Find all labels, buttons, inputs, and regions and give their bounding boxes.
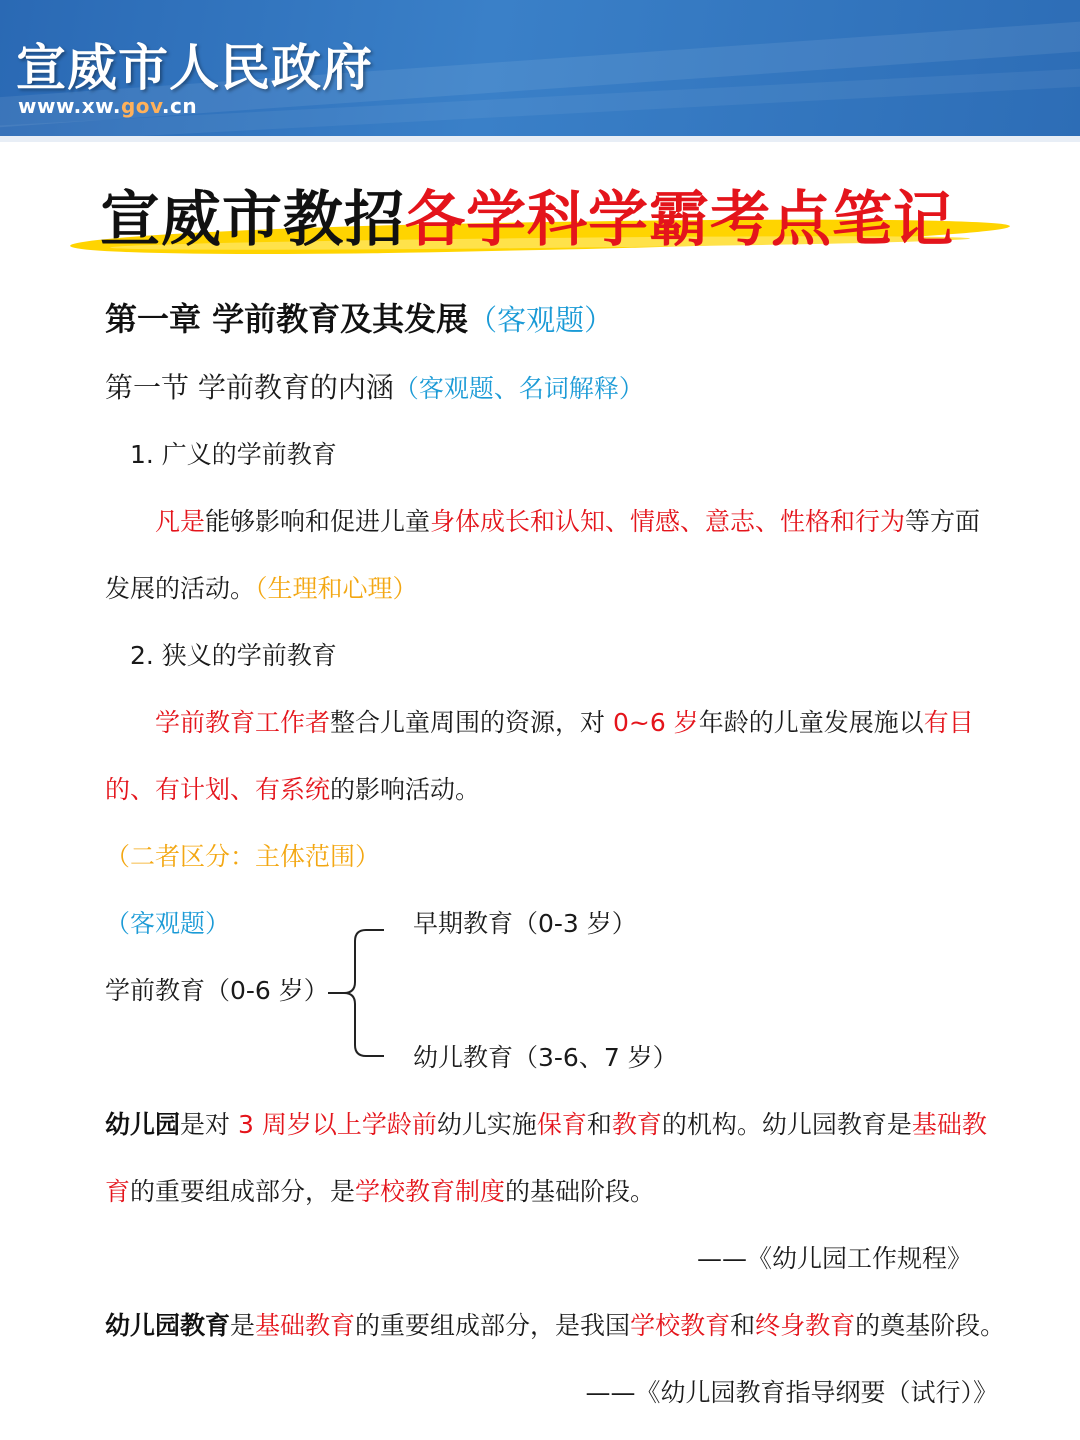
item2-definition-line1 xyxy=(155,706,974,740)
chapter-title: 第一章 学前教育及其发展 xyxy=(105,300,469,338)
item1-text-5: 发展的活动。 xyxy=(105,574,256,603)
kg-text-12: 学校教育制度 xyxy=(355,1177,506,1206)
kge-text-1: 幼儿园教育 xyxy=(105,1311,231,1340)
headline xyxy=(100,172,954,262)
site-url-prefix: www.xw. xyxy=(18,94,121,118)
item1-note: （生理和心理） xyxy=(255,574,418,603)
item1-heading: 1. 广义的学前教育 xyxy=(130,440,337,469)
kg-text-2: 是对 xyxy=(180,1110,231,1139)
kindergarten-line2 xyxy=(105,1175,655,1209)
item1-text-3: 身体成长和认知、情感、意志、性格和行为 xyxy=(430,507,906,536)
item1-text-2: 能够影响和促进儿童 xyxy=(205,507,431,536)
site-url xyxy=(18,94,197,118)
item1-text-4: 等方面 xyxy=(905,507,981,536)
site-url-suffix: .cn xyxy=(161,94,198,118)
kindergarten-source: ——《幼儿园工作规程》 xyxy=(696,1244,972,1273)
item2-text-7: 的影响活动。 xyxy=(330,775,481,804)
item2-text-5: 有目 xyxy=(923,708,974,737)
item1-definition-line1 xyxy=(155,505,980,539)
kg-text-13: 的基础阶段。 xyxy=(505,1177,656,1206)
kge-text-5: 学校教育 xyxy=(630,1311,731,1340)
curly-brace-icon xyxy=(322,926,392,1060)
section-heading xyxy=(105,371,644,406)
site-url-gov: gov xyxy=(120,94,162,118)
chapter-heading xyxy=(105,302,613,337)
site-title: 宣威市人民政府 xyxy=(16,39,373,97)
kg-text-3: 3 周岁以上学龄前 xyxy=(230,1110,437,1139)
kge-text-4: 的重要组成部分，是我国 xyxy=(355,1311,631,1340)
item2-text-4: 年龄的儿童发展施以 xyxy=(698,708,924,737)
kg-text-10: 育 xyxy=(105,1177,131,1206)
diagram-branch-top: 早期教育（0-3 岁） xyxy=(413,909,637,938)
item2-definition-line2 xyxy=(105,773,480,807)
kg-text-4: 幼儿实施 xyxy=(436,1110,537,1139)
item2-text-1: 学前教育工作者 xyxy=(155,708,331,737)
kge-text-3: 基础教育 xyxy=(255,1311,356,1340)
section-tag: （客观题、名词解释） xyxy=(393,374,644,403)
item2-text-3: 0~6 岁 xyxy=(605,708,699,737)
headline-black: 宣威市教招 xyxy=(100,185,405,255)
kg-education-source: ——《幼儿园教育指导纲要（试行）》 xyxy=(585,1378,998,1407)
diagram-tag: （客观题） xyxy=(105,909,231,938)
item2-heading: 2. 狭义的学前教育 xyxy=(130,641,337,670)
kg-education-line xyxy=(105,1309,1005,1343)
kg-text-8: 的机构。幼儿园教育是 xyxy=(661,1110,912,1139)
kg-text-11: 的重要组成部分，是 xyxy=(130,1177,356,1206)
site-banner xyxy=(0,0,1080,136)
item2-text-2: 整合儿童周围的资源，对 xyxy=(330,708,606,737)
diagram-root: 学前教育（0-6 岁） xyxy=(105,976,329,1005)
banner-divider xyxy=(0,136,1080,142)
section-title: 第一节 学前教育的内涵 xyxy=(105,371,394,404)
headline-red: 各学科学霸考点笔记 xyxy=(405,185,954,255)
kge-text-7: 终身教育 xyxy=(755,1311,856,1340)
diagram-branch-bottom: 幼儿教育（3-6、7 岁） xyxy=(413,1043,678,1072)
kge-text-2: 是 xyxy=(230,1311,256,1340)
kg-text-7: 教育 xyxy=(611,1110,662,1139)
kg-text-6: 和 xyxy=(586,1110,612,1139)
headline-text xyxy=(100,172,954,258)
kge-text-8: 的奠基阶段。 xyxy=(855,1311,1006,1340)
kg-text-5: 保育 xyxy=(536,1110,587,1139)
item1-definition-line2 xyxy=(105,572,418,606)
kg-text-1: 幼儿园 xyxy=(105,1110,181,1139)
item1-text-1: 凡是 xyxy=(155,507,206,536)
kge-text-6: 和 xyxy=(730,1311,756,1340)
chapter-tag: （客观题） xyxy=(468,303,614,337)
kindergarten-line1 xyxy=(105,1108,987,1142)
distinction-note: （二者区分：主体范围） xyxy=(105,842,381,871)
item2-text-6: 的、有计划、有系统 xyxy=(105,775,331,804)
kg-text-9: 基础教 xyxy=(911,1110,987,1139)
